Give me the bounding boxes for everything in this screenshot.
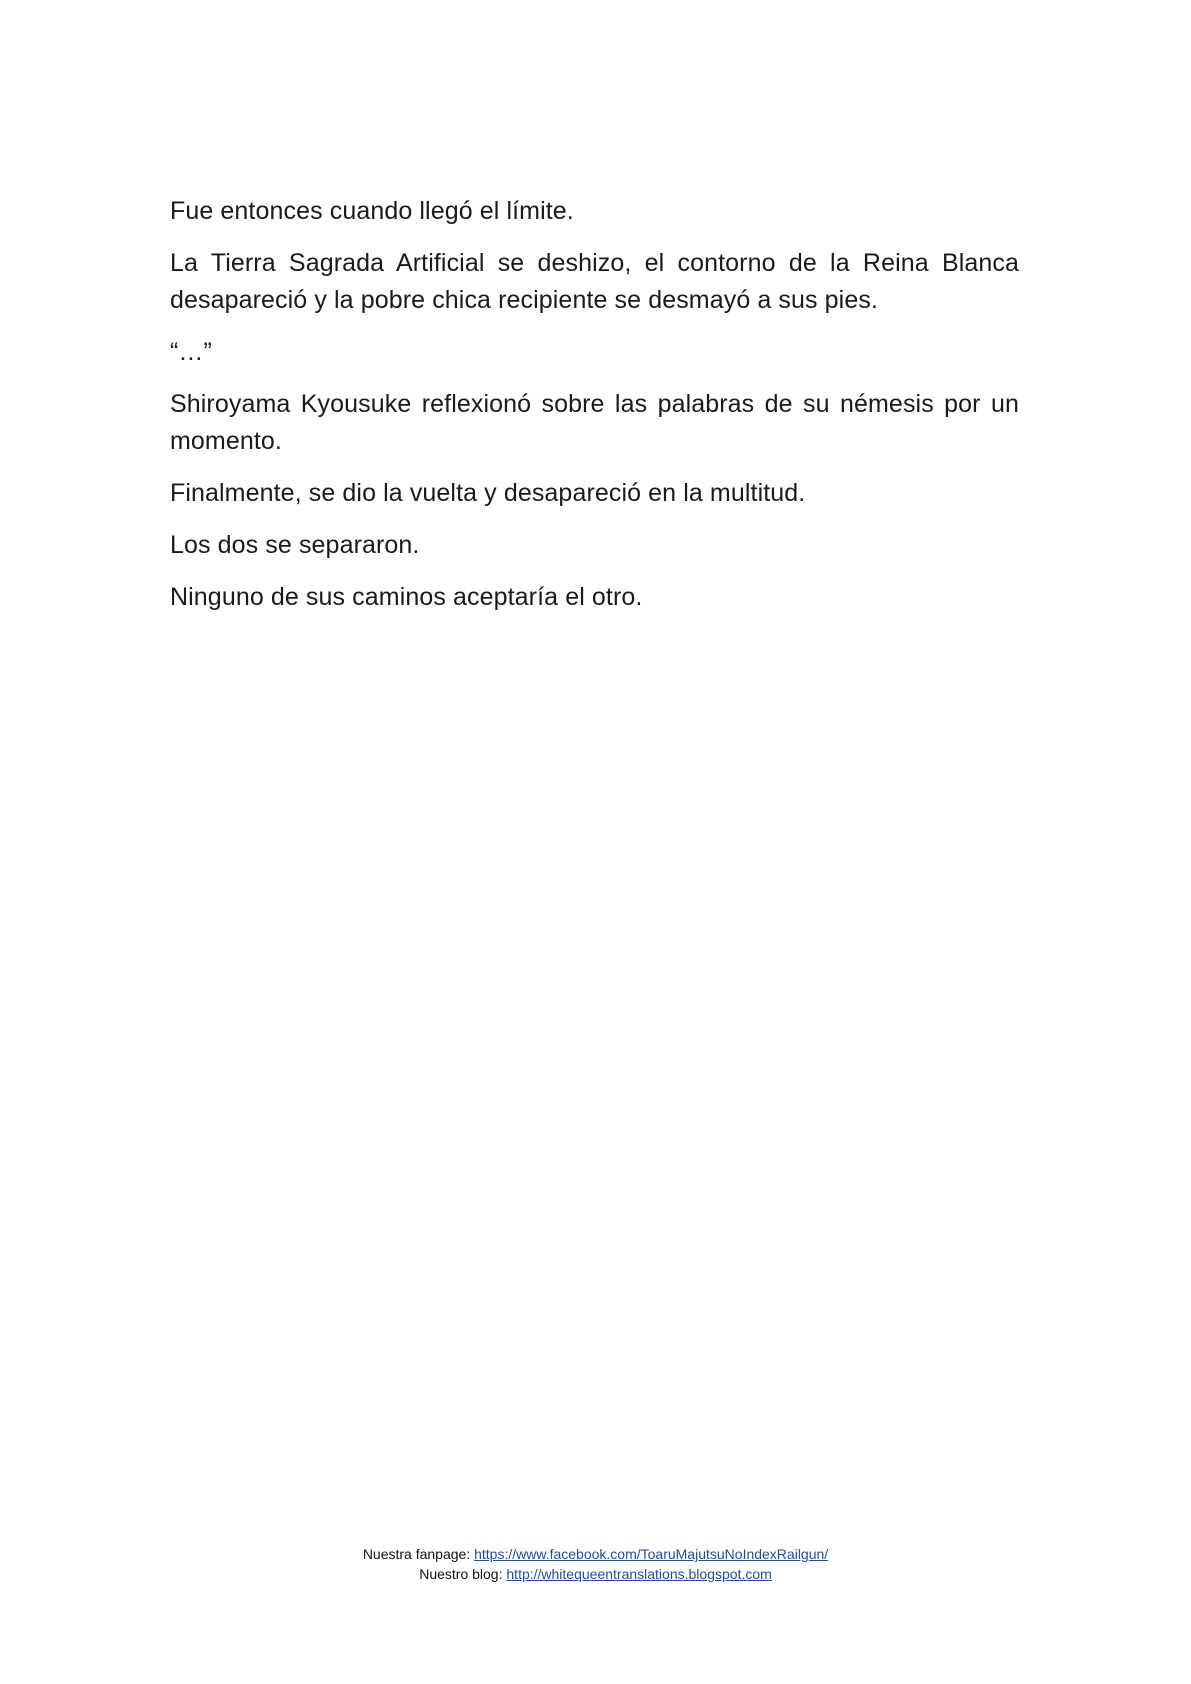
paragraph: La Tierra Sagrada Artificial se deshizo, el contorno de la Reina Blanca desapareció y la pobre chica recipiente se desmayó a sus pies. [170, 249, 1019, 314]
document-body [170, 193, 1019, 631]
page-footer [0, 1544, 1191, 1584]
paragraph: “…” [170, 338, 212, 366]
footer-fanpage-line [0, 1544, 1191, 1564]
footer-blog-label: Nuestro blog: [419, 1566, 503, 1582]
paragraph: Shiroyama Kyousuke reflexionó sobre las palabras de su némesis por un momento. [170, 390, 1019, 455]
paragraph: Fue entonces cuando llegó el límite. [170, 197, 574, 225]
paragraph: Ninguno de sus caminos aceptaría el otro. [170, 583, 643, 611]
footer-fanpage-label: Nuestra fanpage: [362, 1546, 471, 1562]
paragraph: Finalmente, se dio la vuelta y desapareció en la multitud. [170, 479, 806, 507]
blog-link[interactable]: http://whitequeentranslations.blogspot.com [506, 1566, 772, 1582]
fanpage-link[interactable]: https://www.facebook.com/ToaruMajutsuNoIndexRailgun/ [474, 1546, 829, 1562]
paragraph: Los dos se separaron. [170, 531, 420, 559]
footer-blog-line [0, 1564, 1191, 1584]
